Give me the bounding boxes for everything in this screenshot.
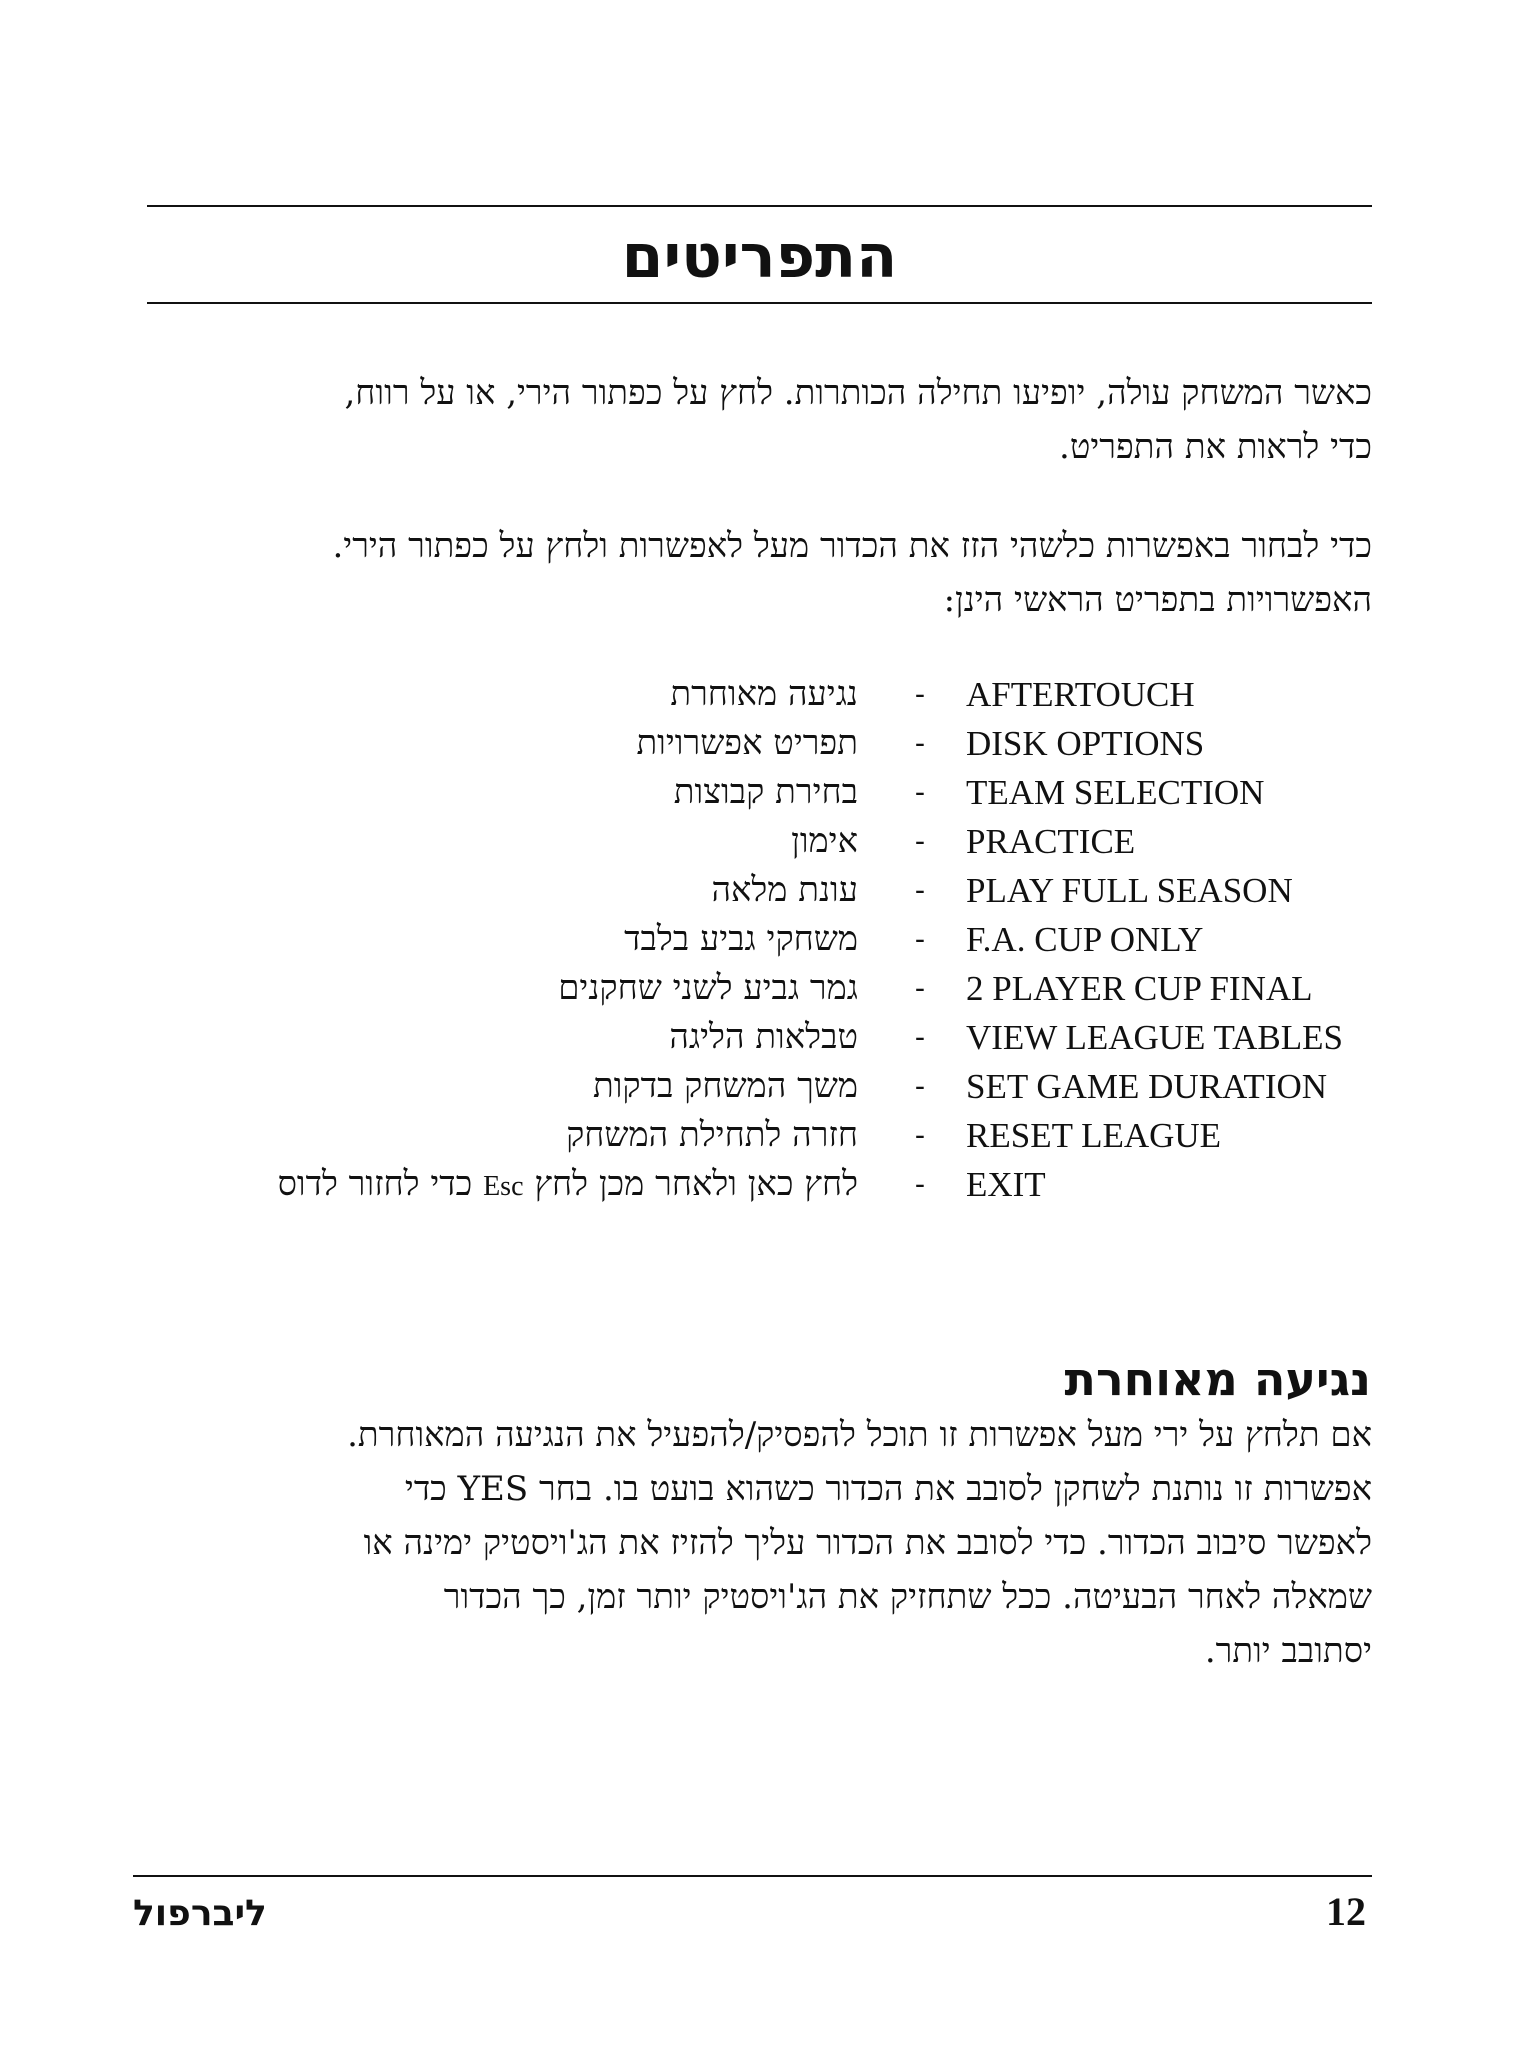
aftertouch-line: שמאלה לאחר הבעיטה. ככל שתחזיק את הג'ויסטיק יותר זמן, כך הכדור <box>443 1577 1372 1617</box>
menu-item-english: EXIT <box>966 1165 1046 1204</box>
menu-item-reset-league <box>0 1111 1518 1160</box>
menu-item-hebrew: עונת מלאה <box>711 870 858 910</box>
menu-item-dash: - <box>914 1167 926 1202</box>
footer-rule <box>133 1875 1372 1877</box>
menu-item-disk-options <box>0 719 1518 768</box>
menu-item-dash: - <box>914 1118 926 1153</box>
menu-item-hebrew: נגיעה מאוחרת <box>670 674 858 714</box>
menu-item-play-full-season <box>0 866 1518 915</box>
menu-item-dash: - <box>914 1069 926 1104</box>
menu-item-dash: - <box>914 824 926 859</box>
instructions-line: כדי לבחור באפשרות כלשהי הזז את הכדור מעל לאפשרות ולחץ על כפתור הירי. <box>332 526 1372 566</box>
aftertouch-line: יסתובב יותר. <box>1204 1631 1372 1671</box>
menu-item-english: TEAM SELECTION <box>966 773 1265 812</box>
menu-item-hebrew: חזרה לתחילת המשחק <box>566 1115 858 1155</box>
aftertouch-line: לאפשר סיבוב הכדור. כדי לסובב את הכדור עליך להזיז את הג'ויסטיק ימינה או <box>363 1523 1372 1563</box>
intro-paragraph <box>147 366 1372 474</box>
menu-item-english: VIEW LEAGUE TABLES <box>966 1018 1343 1057</box>
menu-item-view-league-tables <box>0 1013 1518 1062</box>
intro-line: כדי לראות את התפריט. <box>1059 427 1372 467</box>
menu-item-dash: - <box>914 922 926 957</box>
footer-brand: ליברפול <box>133 1893 267 1934</box>
menu-item-dash: - <box>914 726 926 761</box>
aftertouch-section-title: נגיעה מאוחרת <box>1064 1352 1371 1406</box>
menu-item-dash: - <box>914 1020 926 1055</box>
menu-item-exit <box>0 1160 1518 1209</box>
menu-item-english: F.A. CUP ONLY <box>966 920 1204 959</box>
instructions-line: האפשרויות בתפריט הראשי הינן: <box>943 580 1372 620</box>
page-number: 12 <box>1326 1889 1366 1934</box>
aftertouch-paragraph <box>147 1408 1372 1678</box>
menu-item-english: SET GAME DURATION <box>966 1067 1328 1106</box>
menu-item-hebrew: תפריט אפשרויות <box>636 723 858 763</box>
menu-item-dash: - <box>914 677 926 712</box>
menu-item-english: RESET LEAGUE <box>966 1116 1222 1155</box>
menu-item-hebrew: משך המשחק בדקות <box>592 1066 858 1106</box>
aftertouch-line: אם תלחץ על ירי מעל אפשרות זו תוכל להפסיק/להפעיל את הנגיעה המאוחרת. <box>347 1415 1372 1455</box>
menu-item-hebrew: טבלאות הליגה <box>669 1017 858 1057</box>
intro-line: כאשר המשחק עולה, יופיעו תחילה הכותרות. לחץ על כפתור הירי, או על רווח, <box>344 373 1372 413</box>
menu-item-2-player-cup-final <box>0 964 1518 1013</box>
menu-item-english: DISK OPTIONS <box>966 724 1205 763</box>
menu-item-hebrew: משחקי גביע בלבד <box>624 919 858 959</box>
menu-item-team-selection <box>0 768 1518 817</box>
top-rule <box>147 205 1372 207</box>
menu-item-hebrew: גמר גביע לשני שחקנים <box>558 968 858 1008</box>
menu-item-hebrew: בחירת קבוצות <box>673 772 858 812</box>
menu-item-english: 2 PLAYER CUP FINAL <box>966 969 1313 1008</box>
menu-item-dash: - <box>914 971 926 1006</box>
menu-item-fa-cup-only <box>0 915 1518 964</box>
menu-item-english: AFTERTOUCH <box>966 675 1195 714</box>
menu-item-set-game-duration <box>0 1062 1518 1111</box>
esc-key-label: Esc <box>483 1171 524 1202</box>
title-bottom-rule <box>147 302 1372 304</box>
menu-item-english: PLAY FULL SEASON <box>966 871 1293 910</box>
menu-item-dash: - <box>914 873 926 908</box>
menu-item-practice <box>0 817 1518 866</box>
menu-item-english: PRACTICE <box>966 822 1136 861</box>
page-title: התפריטים <box>621 222 898 292</box>
menu-item-dash: - <box>914 775 926 810</box>
menu-item-aftertouch <box>0 670 1518 719</box>
instructions-paragraph <box>147 519 1372 627</box>
exit-text-after: כדי לחזור לדוס <box>277 1164 473 1204</box>
exit-text-before: לחץ כאן ולאחר מכן לחץ <box>534 1164 858 1204</box>
aftertouch-line: אפשרות זו נותנת לשחקן לסובב את הכדור כשהוא בועט בו. בחר YES כדי <box>404 1469 1372 1509</box>
menu-item-hebrew <box>278 1160 858 1211</box>
menu-item-hebrew: אימון <box>791 821 858 861</box>
